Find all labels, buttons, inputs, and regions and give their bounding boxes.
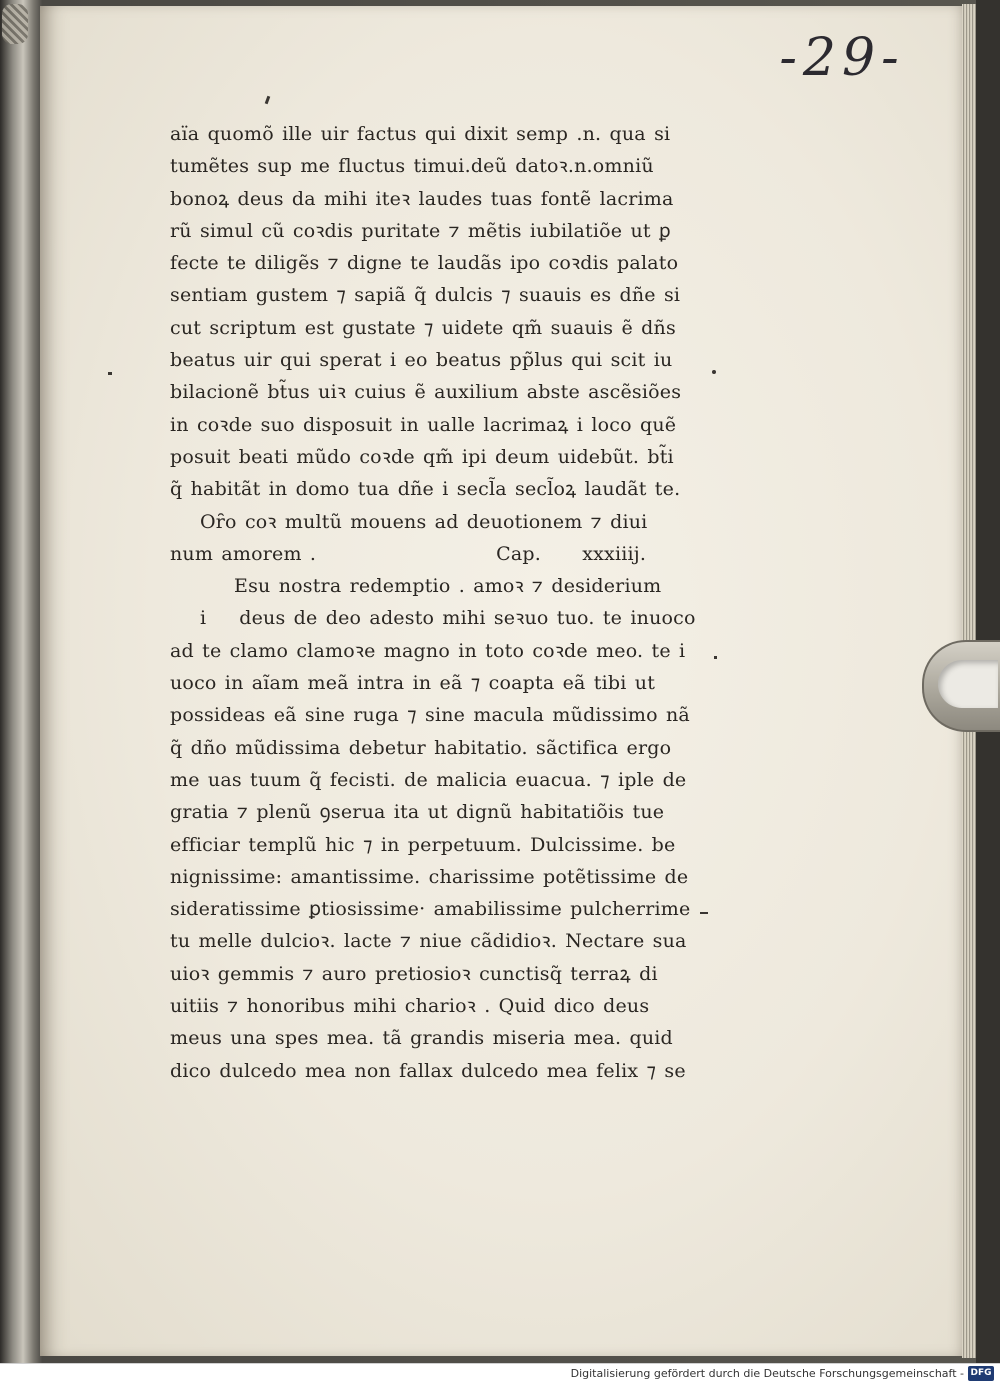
chapter-label: Cap. [496,542,542,565]
chapter-heading-line: Oȓo coꝛ multũ mouens ad deuotionem ⁊ diui [200,510,648,533]
footer-bar [0,1363,1000,1384]
ink-speck [712,370,716,374]
text-line: nignissime: amantissime. charissime potẽtissime de [170,865,689,888]
book-clasp [922,640,1000,732]
chapter-heading-end: num amorem . [170,542,317,565]
ink-speck [714,656,717,659]
text-line: fecte te diligẽs ⁊ digne te laudãs ipo coꝛdis palato [170,252,679,275]
text-line [170,602,710,634]
funding-credit: Digitalisierung gefördert durch die Deutsche Forschungsgemeinschaft - [570,1367,964,1380]
text-line-part: deus de deo adesto mihi seꝛuo tuo. te inuoco [239,607,696,630]
text-line: beatus uir qui sperat i eo beatus pp̃lus qui scit iu [170,349,673,372]
text-line: Esu nostra redemptio . amoꝛ ⁊ desiderium [234,575,662,598]
ink-speck [108,372,112,375]
folio-number: -29- [779,28,905,88]
text-line: rũ simul cũ coꝛdis puritate ⁊ mẽtis iubilatiõe ut ꝑ [170,219,671,242]
text-line: tumẽtes sup me fluctus timui.deũ datoꝛ.n.omniũ [170,155,654,178]
text-line: uoco in aĩam meã intra in eã ⁊ coapta eã tibi ut [170,672,656,695]
text-line: dico dulcedo mea non fallax dulcedo mea felix ⁊ se [170,1059,686,1082]
ink-speck [700,912,708,914]
binding-stitch [2,4,28,44]
text-line: posuit beati mũdo coꝛde qm̃ ipi deum uidebũt. bt̃i [170,445,674,468]
initial-guide-letter: i [200,607,207,630]
text-line: me uas tuum q̃ fecisti. de malicia euacua. ⁊ iple de [170,768,687,791]
text-line: uioꝛ gemmis ⁊ auro pretiosioꝛ cunctisq̃ terraꝝ di [170,962,658,985]
text-line: sideratissime ꝑtiosissime· amabilissime pulcherrime [170,898,691,921]
chapter-number: xxxiiij. [582,542,647,565]
text-line: efficiar templũ hic ⁊ in perpetuum. Dulcissime. be [170,833,676,856]
blackletter-text [170,118,710,1087]
text-line: ad te clamo clamoꝛe magno in toto coꝛde meo. te i [170,639,686,662]
book-binding [0,0,42,1363]
text-line: meus una spes mea. tã grandis miseria mea. quid [170,1027,673,1050]
text-line: uitiis ⁊ honoribus mihi charioꝛ . Quid dico deus [170,995,650,1018]
text-line: q̃ habitãt in domo tua dñe i secl̃a secl̃oꝝ laudãt te. [170,478,681,501]
text-line: bilacionẽ bt̃us uiꝛ cuius ẽ auxilium abste ascẽsiões [170,381,682,404]
text-line: gratia ⁊ plenũ ꝯserua ita ut dignũ habitatiõis tue [170,801,665,824]
chapter-heading-line [170,538,710,570]
text-line: tu melle dulcioꝛ. lacte ⁊ niue cãdidioꝛ. Nectare sua [170,930,687,953]
text-line: in coꝛde suo disposuit in ualle lacrimaꝝ i loco quẽ [170,413,677,436]
text-line: possideas eã sine ruga ⁊ sine macula mũdissimo nã [170,704,690,727]
text-line: q̃ dño mũdissima debetur habitatio. sãctifica ergo [170,736,672,759]
text-line: sentiam gustem ⁊ sapiã q̃ dulcis ⁊ suauis es dñe si [170,284,681,307]
text-line: bonoꝝ deus da mihi iteꝛ laudes tuas fontẽ lacrima [170,187,674,210]
text-line: cut scriptum est gustate ⁊ uidete qm̃ suauis ẽ dñs [170,316,676,339]
dfg-logo: DFG [968,1366,994,1381]
text-line: aïa quomõ ille uir factus qui dixit semp .n. qua si [170,123,671,145]
